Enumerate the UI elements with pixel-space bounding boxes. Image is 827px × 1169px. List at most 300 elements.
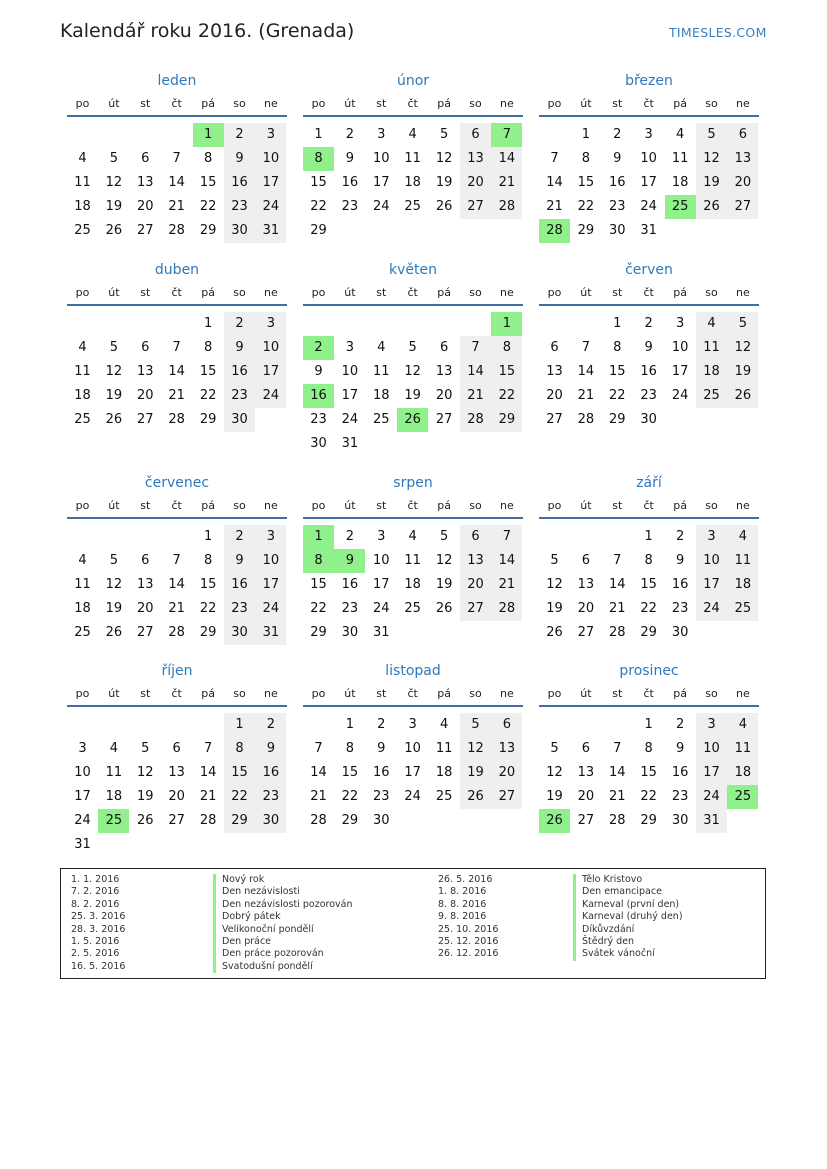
holiday-day-cell: 28 xyxy=(539,219,570,243)
day-cell: 14 xyxy=(168,577,185,592)
day-cell: 27 xyxy=(137,625,154,640)
day-cell: 5 xyxy=(550,553,559,568)
day-cell: 14 xyxy=(310,765,327,780)
weekday-header: pá xyxy=(201,97,215,110)
day-cell: 13 xyxy=(137,175,154,190)
day-cell: 14 xyxy=(168,175,185,190)
day-cell: 24 xyxy=(341,412,359,427)
holiday-date: 25. 10. 2016 xyxy=(438,923,499,935)
day-cell: 4 xyxy=(78,151,87,166)
day-cell: 14 xyxy=(460,360,491,384)
weekday-header: st xyxy=(140,286,151,299)
weekday-header: út xyxy=(580,97,592,110)
holiday-date: 25. 3. 2016 xyxy=(71,911,126,923)
day-cell: 19 xyxy=(435,175,453,190)
legend-dates-column xyxy=(438,874,498,961)
day-cell: 17 xyxy=(373,577,390,592)
day-cell: 13 xyxy=(168,765,185,780)
day-cell: 25 xyxy=(696,384,727,408)
day-cell: 3 xyxy=(78,741,87,756)
day-cell: 18 xyxy=(105,789,123,804)
weekday-header: út xyxy=(344,687,356,700)
day-cell: 21 xyxy=(491,573,522,597)
day-cell: 17 xyxy=(404,765,421,780)
day-cell: 11 xyxy=(74,364,91,379)
holiday-day-cell: 8 xyxy=(303,549,334,573)
weekday-header: pá xyxy=(201,286,215,299)
day-cell: 25 xyxy=(74,412,91,427)
day-cell: 18 xyxy=(74,601,91,616)
day-cell: 21 xyxy=(168,601,185,616)
day-cell: 11 xyxy=(74,577,91,592)
day-cell: 13 xyxy=(577,765,595,780)
day-cell: 7 xyxy=(314,741,323,756)
day-cell: 30 xyxy=(373,813,390,828)
holiday-name: Karneval (první den) xyxy=(573,899,683,911)
day-cell: 16 xyxy=(373,765,390,780)
weekday-header: so xyxy=(705,687,718,700)
weekday-header: čt xyxy=(171,499,182,512)
holiday-name: Svatodušní pondělí xyxy=(213,961,353,973)
day-cell: 14 xyxy=(199,765,217,780)
holiday-name: Den práce xyxy=(213,936,353,948)
day-cell: 13 xyxy=(137,577,154,592)
day-cell: 20 xyxy=(577,789,595,804)
day-cell: 28 xyxy=(609,813,626,828)
holiday-name: Den nezávislosti xyxy=(213,886,353,898)
holiday-name: Štědrý den xyxy=(573,936,683,948)
day-cell: 19 xyxy=(105,388,123,403)
day-cell: 8 xyxy=(644,741,653,756)
weekday-header: pá xyxy=(673,499,687,512)
day-cell: 29 xyxy=(640,625,657,640)
day-cell: 3 xyxy=(696,713,727,737)
day-cell: 4 xyxy=(109,741,119,756)
day-cell: 10 xyxy=(404,741,421,756)
day-cell: 11 xyxy=(727,737,758,761)
day-cell: 12 xyxy=(105,577,123,592)
weekday-header: so xyxy=(705,97,718,110)
day-cell: 1 xyxy=(224,713,255,737)
day-cell: 13 xyxy=(435,364,453,379)
holiday-day-cell: 7 xyxy=(491,123,522,147)
weekday-header: st xyxy=(612,499,623,512)
day-cell: 3 xyxy=(255,123,286,147)
day-cell: 5 xyxy=(696,123,727,147)
weekday-header: st xyxy=(140,687,151,700)
weekday-header: pá xyxy=(201,687,215,700)
day-cell: 27 xyxy=(577,813,595,828)
day-cell: 31 xyxy=(640,223,657,238)
holiday-name: Svátek vánoční xyxy=(573,948,683,960)
holiday-date: 7. 2. 2016 xyxy=(71,886,120,898)
month-name: červen xyxy=(625,262,673,278)
holiday-day-cell: 1 xyxy=(193,123,224,147)
day-cell: 2 xyxy=(255,713,286,737)
day-cell: 30 xyxy=(255,809,286,833)
legend-names-column xyxy=(213,874,353,973)
weekday-header: ne xyxy=(736,286,750,299)
day-cell: 13 xyxy=(137,364,154,379)
weekday-header: ne xyxy=(264,97,278,110)
day-cell: 1 xyxy=(203,316,213,331)
day-cell: 26 xyxy=(105,625,123,640)
day-cell: 16 xyxy=(609,175,626,190)
weekday-header: ne xyxy=(736,687,750,700)
day-cell: 20 xyxy=(546,388,563,403)
holiday-day-cell: 25 xyxy=(665,195,696,219)
day-cell: 26 xyxy=(105,412,123,427)
day-cell: 20 xyxy=(460,573,491,597)
day-cell: 7 xyxy=(172,151,181,166)
day-cell: 10 xyxy=(696,549,727,573)
header-divider xyxy=(539,705,759,707)
day-cell: 25 xyxy=(74,223,91,238)
weekday-header: pá xyxy=(437,97,451,110)
day-cell: 13 xyxy=(577,577,595,592)
day-cell: 21 xyxy=(460,384,491,408)
day-cell: 25 xyxy=(404,199,421,214)
day-cell: 12 xyxy=(435,151,453,166)
day-cell: 18 xyxy=(727,573,758,597)
day-cell: 20 xyxy=(137,388,154,403)
day-cell: 4 xyxy=(675,127,685,142)
weekday-header: so xyxy=(469,286,482,299)
holiday-name: Den práce pozorován xyxy=(213,948,353,960)
day-cell: 9 xyxy=(224,549,255,573)
day-cell: 6 xyxy=(172,741,181,756)
day-cell: 2 xyxy=(224,525,255,549)
day-cell: 27 xyxy=(137,412,154,427)
day-cell: 20 xyxy=(577,601,595,616)
day-cell: 7 xyxy=(203,741,213,756)
day-cell: 10 xyxy=(74,765,91,780)
weekday-header: so xyxy=(233,97,246,110)
day-cell: 13 xyxy=(546,364,563,379)
day-cell: 25 xyxy=(74,625,91,640)
day-cell: 3 xyxy=(377,529,386,544)
day-cell: 6 xyxy=(460,123,491,147)
day-cell: 29 xyxy=(640,813,657,828)
weekday-header: po xyxy=(311,97,326,110)
header-divider xyxy=(539,115,759,117)
weekday-header: čt xyxy=(407,97,418,110)
day-cell: 27 xyxy=(137,223,154,238)
holiday-name: Velikonoční pondělí xyxy=(213,924,353,936)
month-name: září xyxy=(636,475,662,491)
day-cell: 24 xyxy=(404,789,421,804)
weekday-header: po xyxy=(311,687,326,700)
day-cell: 1 xyxy=(581,127,591,142)
day-cell: 15 xyxy=(341,765,359,780)
weekday-header: út xyxy=(580,687,592,700)
legend-names-column xyxy=(573,874,683,961)
month-name: únor xyxy=(396,73,430,89)
day-cell: 19 xyxy=(105,199,123,214)
day-cell: 4 xyxy=(377,340,386,355)
day-cell: 22 xyxy=(609,388,626,403)
day-cell: 29 xyxy=(609,412,626,427)
weekday-header: st xyxy=(376,97,387,110)
day-cell: 21 xyxy=(609,601,626,616)
holiday-name: Díkůvzdání xyxy=(573,924,683,936)
day-cell: 11 xyxy=(671,151,689,166)
day-cell: 13 xyxy=(460,147,491,171)
day-cell: 5 xyxy=(109,151,119,166)
day-cell: 12 xyxy=(546,765,563,780)
weekday-header: po xyxy=(75,286,90,299)
weekday-header: čt xyxy=(643,687,654,700)
brand-logo-text[interactable]: TIMESLES.COM xyxy=(669,25,767,40)
day-cell: 29 xyxy=(224,809,255,833)
day-cell: 31 xyxy=(255,219,286,243)
day-cell: 29 xyxy=(310,625,327,640)
day-cell: 18 xyxy=(373,388,390,403)
day-cell: 4 xyxy=(78,340,87,355)
holiday-date: 2. 5. 2016 xyxy=(71,948,120,960)
day-cell: 26 xyxy=(105,223,123,238)
day-cell: 5 xyxy=(141,741,150,756)
day-cell: 10 xyxy=(255,336,286,360)
weekday-header: út xyxy=(108,687,120,700)
day-cell: 19 xyxy=(696,171,727,195)
day-cell: 29 xyxy=(491,408,522,432)
weekday-header: ne xyxy=(264,286,278,299)
day-cell: 21 xyxy=(168,388,185,403)
day-cell: 11 xyxy=(74,175,91,190)
day-cell: 26 xyxy=(137,813,154,828)
holiday-day-cell: 16 xyxy=(303,384,334,408)
day-cell: 23 xyxy=(373,789,390,804)
day-cell: 19 xyxy=(727,360,758,384)
weekday-header: st xyxy=(612,286,623,299)
day-cell: 11 xyxy=(435,741,453,756)
day-cell: 17 xyxy=(696,761,727,785)
month-name: prosinec xyxy=(619,663,679,679)
day-cell: 20 xyxy=(491,761,522,785)
day-cell: 30 xyxy=(640,412,657,427)
day-cell: 19 xyxy=(137,789,154,804)
day-cell: 14 xyxy=(491,147,522,171)
day-cell: 7 xyxy=(460,336,491,360)
day-cell: 16 xyxy=(224,360,255,384)
weekday-header: út xyxy=(344,97,356,110)
day-cell: 18 xyxy=(435,765,453,780)
day-cell: 22 xyxy=(577,199,595,214)
day-cell: 25 xyxy=(373,412,390,427)
day-cell: 19 xyxy=(546,601,563,616)
day-cell: 28 xyxy=(577,412,595,427)
day-cell: 14 xyxy=(546,175,563,190)
weekday-header: po xyxy=(311,499,326,512)
day-cell: 5 xyxy=(460,713,491,737)
holiday-date: 1. 5. 2016 xyxy=(71,935,120,947)
holiday-day-cell: 8 xyxy=(303,147,334,171)
day-cell: 3 xyxy=(675,316,685,331)
day-cell: 7 xyxy=(613,553,622,568)
day-cell: 17 xyxy=(341,388,359,403)
day-cell: 11 xyxy=(404,151,421,166)
day-cell: 12 xyxy=(435,553,453,568)
day-cell: 26 xyxy=(435,199,453,214)
day-cell: 5 xyxy=(439,529,449,544)
day-cell: 29 xyxy=(341,813,359,828)
weekday-header: pá xyxy=(673,687,687,700)
day-cell: 29 xyxy=(199,223,217,238)
day-cell: 18 xyxy=(74,199,91,214)
day-cell: 11 xyxy=(105,765,123,780)
day-cell: 28 xyxy=(491,195,522,219)
day-cell: 12 xyxy=(696,147,727,171)
weekday-header: út xyxy=(344,499,356,512)
month-name: říjen xyxy=(161,663,193,679)
day-cell: 5 xyxy=(550,741,559,756)
day-cell: 20 xyxy=(460,171,491,195)
day-cell: 24 xyxy=(373,199,390,214)
day-cell: 28 xyxy=(168,625,185,640)
weekday-header: pá xyxy=(437,687,451,700)
day-cell: 17 xyxy=(255,360,286,384)
day-cell: 27 xyxy=(491,785,522,809)
day-cell: 1 xyxy=(203,529,213,544)
day-cell: 11 xyxy=(404,553,421,568)
day-cell: 20 xyxy=(727,171,758,195)
holiday-day-cell: 26 xyxy=(539,809,570,833)
day-cell: 5 xyxy=(408,340,417,355)
holiday-day-cell: 1 xyxy=(303,525,334,549)
day-cell: 2 xyxy=(224,312,255,336)
day-cell: 17 xyxy=(696,573,727,597)
month-name: listopad xyxy=(385,663,441,679)
holiday-name: Nový rok xyxy=(213,874,353,886)
day-cell: 15 xyxy=(310,175,327,190)
day-cell: 1 xyxy=(314,127,323,142)
weekday-header: ne xyxy=(500,286,514,299)
day-cell: 3 xyxy=(408,717,417,732)
day-cell: 5 xyxy=(727,312,758,336)
holiday-date: 8. 2. 2016 xyxy=(71,898,120,910)
weekday-header: so xyxy=(233,499,246,512)
day-cell: 9 xyxy=(345,151,355,166)
day-cell: 31 xyxy=(255,621,286,645)
day-cell: 11 xyxy=(373,364,390,379)
weekday-header: pá xyxy=(201,499,215,512)
day-cell: 12 xyxy=(727,336,758,360)
header-divider xyxy=(539,517,759,519)
day-cell: 7 xyxy=(550,151,559,166)
day-cell: 6 xyxy=(141,553,150,568)
holiday-name: Den emancipace xyxy=(573,886,683,898)
day-cell: 4 xyxy=(408,127,417,142)
weekday-header: čt xyxy=(643,499,654,512)
weekday-header: st xyxy=(140,97,151,110)
day-cell: 8 xyxy=(203,151,213,166)
weekday-header: út xyxy=(344,286,356,299)
day-cell: 22 xyxy=(199,388,217,403)
day-cell: 28 xyxy=(168,412,185,427)
weekday-header: pá xyxy=(437,286,451,299)
day-cell: 3 xyxy=(345,340,355,355)
day-cell: 21 xyxy=(546,199,563,214)
day-cell: 8 xyxy=(203,553,213,568)
day-cell: 10 xyxy=(373,553,390,568)
day-cell: 23 xyxy=(255,785,286,809)
holiday-date: 16. 5. 2016 xyxy=(71,960,126,972)
day-cell: 6 xyxy=(491,713,522,737)
day-cell: 15 xyxy=(609,364,626,379)
day-cell: 24 xyxy=(671,388,689,403)
holiday-date: 28. 3. 2016 xyxy=(71,923,126,935)
day-cell: 15 xyxy=(199,175,217,190)
day-cell: 7 xyxy=(581,340,591,355)
day-cell: 26 xyxy=(435,601,453,616)
header-divider xyxy=(303,115,523,117)
day-cell: 22 xyxy=(199,601,217,616)
day-cell: 26 xyxy=(727,384,758,408)
day-cell: 30 xyxy=(671,813,689,828)
day-cell: 9 xyxy=(613,151,622,166)
day-cell: 12 xyxy=(404,364,421,379)
day-cell: 9 xyxy=(255,737,286,761)
weekday-header: ne xyxy=(264,687,278,700)
day-cell: 2 xyxy=(345,127,355,142)
day-cell: 27 xyxy=(460,597,491,621)
day-cell: 6 xyxy=(141,340,150,355)
day-cell: 26 xyxy=(546,625,563,640)
day-cell: 1 xyxy=(613,316,622,331)
day-cell: 2 xyxy=(224,123,255,147)
month-name: březen xyxy=(625,73,673,89)
day-cell: 2 xyxy=(675,529,685,544)
day-cell: 7 xyxy=(172,553,181,568)
day-cell: 24 xyxy=(255,195,286,219)
day-cell: 17 xyxy=(255,171,286,195)
day-cell: 16 xyxy=(224,573,255,597)
day-cell: 24 xyxy=(696,785,727,809)
day-cell: 26 xyxy=(460,785,491,809)
day-cell: 17 xyxy=(74,789,91,804)
weekday-header: po xyxy=(75,97,90,110)
day-cell: 6 xyxy=(581,553,591,568)
day-cell: 27 xyxy=(546,412,563,427)
day-cell: 24 xyxy=(255,597,286,621)
day-cell: 24 xyxy=(74,813,91,828)
day-cell: 21 xyxy=(577,388,595,403)
weekday-header: út xyxy=(580,499,592,512)
day-cell: 12 xyxy=(137,765,154,780)
day-cell: 3 xyxy=(255,525,286,549)
day-cell: 15 xyxy=(577,175,595,190)
day-cell: 21 xyxy=(310,789,327,804)
day-cell: 21 xyxy=(168,199,185,214)
day-cell: 10 xyxy=(671,340,689,355)
day-cell: 10 xyxy=(640,151,657,166)
day-cell: 29 xyxy=(577,223,595,238)
day-cell: 19 xyxy=(404,388,421,403)
day-cell: 8 xyxy=(345,741,355,756)
holiday-name: Den nezávislosti pozorován xyxy=(213,899,353,911)
weekday-header: ne xyxy=(736,499,750,512)
holiday-date: 1. 1. 2016 xyxy=(71,874,120,885)
header-divider xyxy=(539,304,759,306)
day-cell: 20 xyxy=(168,789,185,804)
day-cell: 12 xyxy=(546,577,563,592)
holiday-name: Tělo Kristovo xyxy=(573,874,683,886)
weekday-header: so xyxy=(233,687,246,700)
header-divider xyxy=(303,705,523,707)
weekday-header: st xyxy=(376,687,387,700)
day-cell: 6 xyxy=(581,741,591,756)
